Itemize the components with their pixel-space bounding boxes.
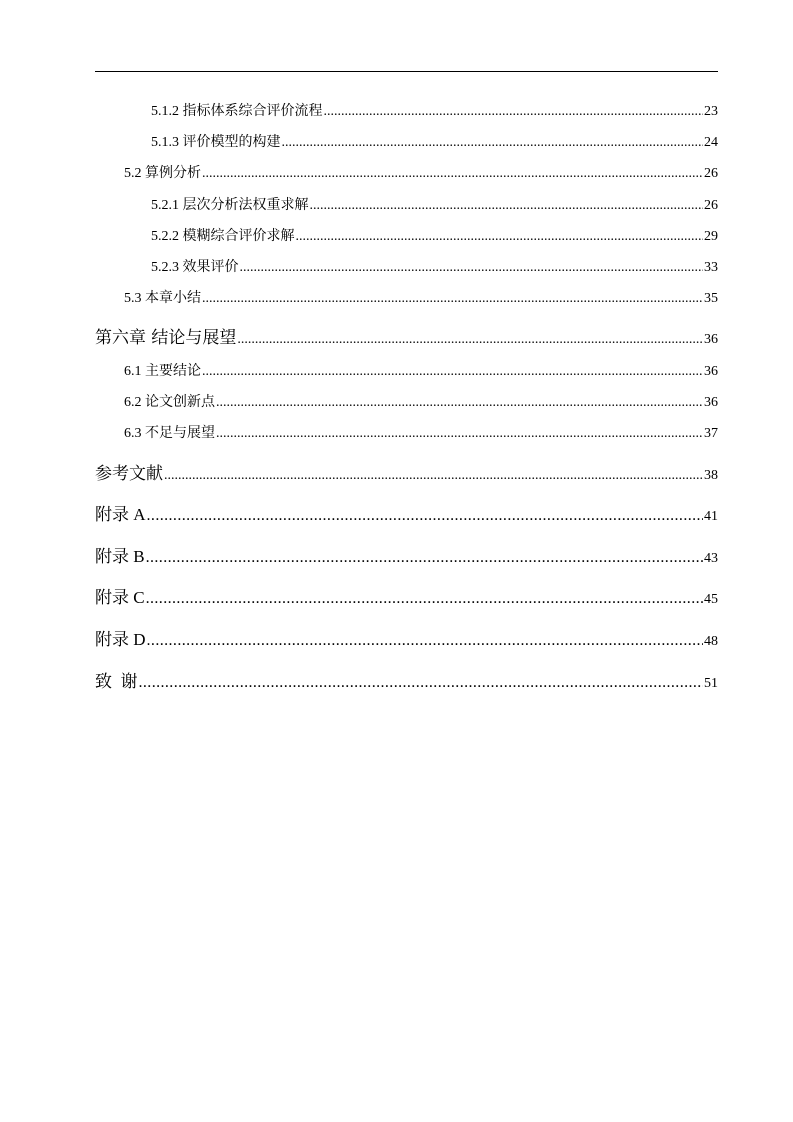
toc-entry-6-3[interactable] xyxy=(124,422,718,442)
toc-entry-title: 6.3 不足与展望 xyxy=(124,426,215,441)
toc-entry-title: 5.2 算例分析 xyxy=(124,166,201,181)
toc-entry-title: 5.2.1 层次分析法权重求解 xyxy=(151,198,309,213)
toc-entry-page: 43 xyxy=(704,551,718,566)
toc-entry-5-2[interactable] xyxy=(124,162,718,182)
toc-dot-leader xyxy=(237,332,703,348)
toc-entry-title: 附录 A xyxy=(95,505,146,524)
toc-dot-leader xyxy=(282,135,704,151)
toc-entry-5-3[interactable] xyxy=(124,287,718,307)
toc-entry-page: 36 xyxy=(704,364,718,379)
toc-entry-chapter-6[interactable] xyxy=(95,323,718,348)
toc-entry-title: 5.2.3 效果评价 xyxy=(151,260,239,275)
toc-entry-page: 38 xyxy=(704,468,718,483)
toc-dot-leader xyxy=(310,198,704,214)
toc-entry-acknowledgements[interactable] xyxy=(95,667,718,692)
toc-entry-page: 35 xyxy=(704,291,718,306)
toc-entry-title: 第六章 结论与展望 xyxy=(95,328,237,348)
toc-entry-title: 致 谢 xyxy=(95,672,138,691)
toc-entry-page: 26 xyxy=(704,166,718,181)
toc-dot-leader xyxy=(240,260,704,276)
toc-entry-5-2-1[interactable] xyxy=(151,194,718,214)
toc-entry-6-1[interactable] xyxy=(124,360,718,380)
toc-entry-title: 6.1 主要结论 xyxy=(124,364,201,379)
toc-entry-page: 29 xyxy=(704,229,718,244)
toc-entry-title: 5.3 本章小结 xyxy=(124,291,201,306)
toc-dot-leader xyxy=(324,104,704,120)
toc-entry-title: 附录 C xyxy=(95,588,145,607)
toc-entry-5-1-3[interactable] xyxy=(151,131,718,151)
toc-entry-title: 附录 B xyxy=(95,547,145,566)
toc-entry-5-1-2[interactable] xyxy=(151,100,718,120)
toc-entry-references[interactable] xyxy=(95,459,718,484)
toc-entry-page: 33 xyxy=(704,260,718,275)
toc-entry-page: 23 xyxy=(704,104,718,119)
toc-entry-5-2-2[interactable] xyxy=(151,225,718,245)
toc-entry-page: 36 xyxy=(704,332,718,347)
toc-entry-title: 5.1.3 评价模型的构建 xyxy=(151,135,281,150)
toc-entry-title: 5.2.2 模糊综合评价求解 xyxy=(151,229,295,244)
toc-dot-leader xyxy=(296,229,704,245)
toc-dot-leader xyxy=(147,507,703,525)
toc-entry-page: 36 xyxy=(704,395,718,410)
toc-dot-leader xyxy=(164,468,703,484)
toc-entry-title: 参考文献 xyxy=(95,464,163,484)
toc-dot-leader xyxy=(146,549,703,567)
toc-entry-page: 26 xyxy=(704,198,718,213)
toc-entry-page: 48 xyxy=(704,634,718,649)
toc-entry-title: 6.2 论文创新点 xyxy=(124,395,215,410)
toc-entry-appendix-a[interactable] xyxy=(95,500,718,525)
toc-dot-leader xyxy=(202,364,703,380)
toc-dot-leader xyxy=(202,291,703,307)
toc-dot-leader xyxy=(216,426,703,442)
toc-entry-appendix-d[interactable] xyxy=(95,625,718,650)
toc-dot-leader xyxy=(216,395,703,411)
toc-dot-leader xyxy=(202,166,703,182)
toc-entry-appendix-b[interactable] xyxy=(95,542,718,567)
toc-dot-leader xyxy=(146,590,703,608)
toc-dot-leader xyxy=(147,632,703,650)
toc-entry-page: 37 xyxy=(704,426,718,441)
toc-entry-page: 24 xyxy=(704,135,718,150)
toc-entry-title: 5.1.2 指标体系综合评价流程 xyxy=(151,104,323,119)
toc-dot-leader xyxy=(139,674,704,692)
toc-entry-5-2-3[interactable] xyxy=(151,256,718,276)
toc-entry-page: 45 xyxy=(704,592,718,607)
toc-entry-6-2[interactable] xyxy=(124,391,718,411)
toc-entry-page: 41 xyxy=(704,509,718,524)
toc-entry-appendix-c[interactable] xyxy=(95,583,718,608)
toc-entry-page: 51 xyxy=(704,676,718,691)
toc-entry-title: 附录 D xyxy=(95,630,146,649)
